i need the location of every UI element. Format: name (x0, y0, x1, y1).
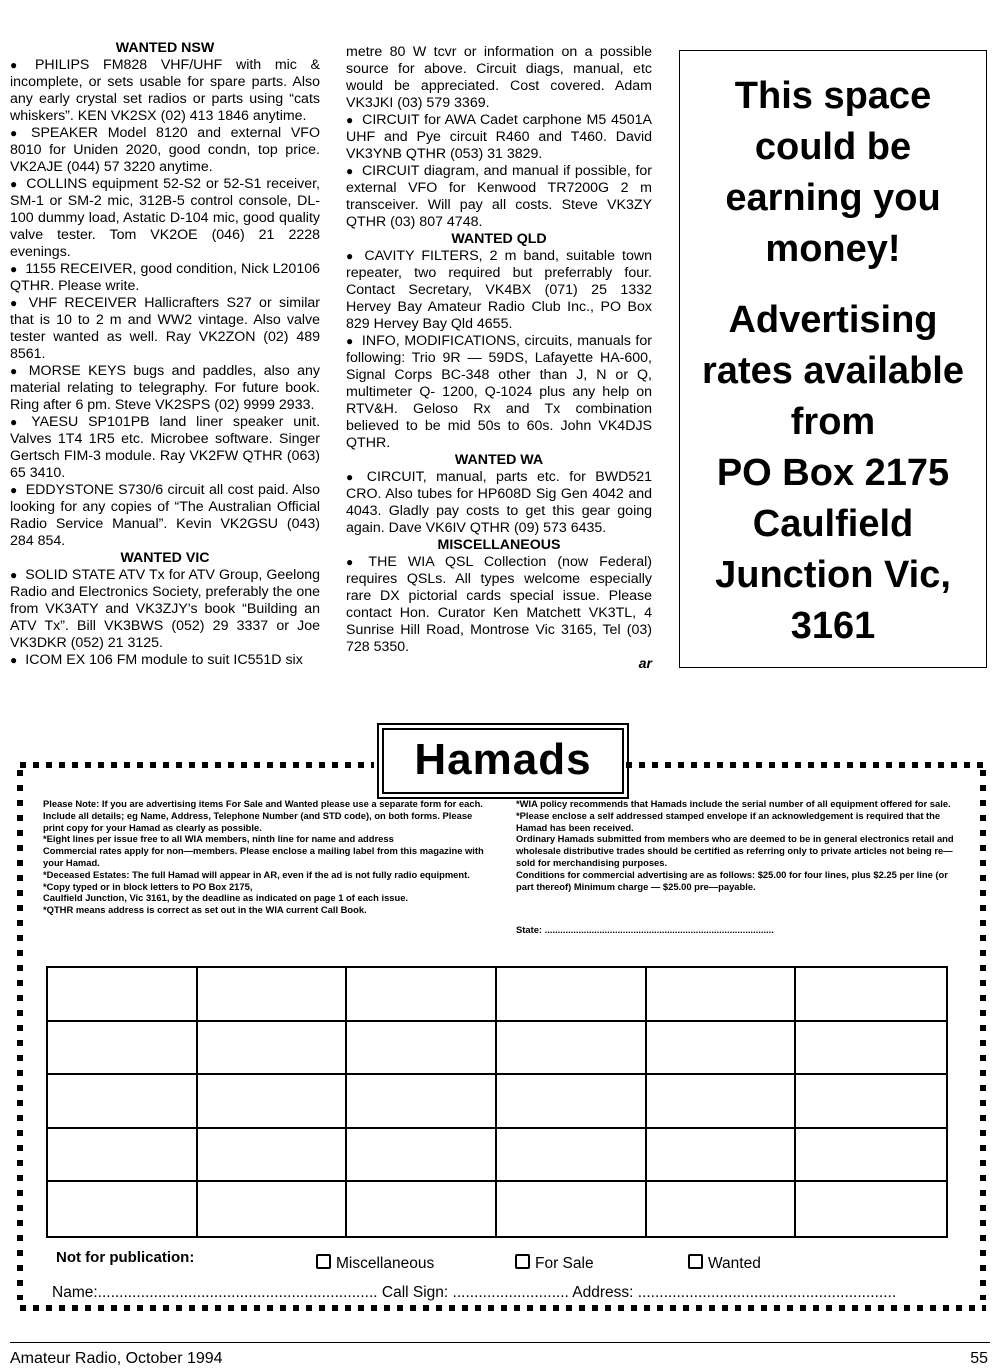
checkbox-icon[interactable] (515, 1254, 530, 1269)
ad-item: ● INFO, MODIFICATIONS, circuits, manuals for following: Trio 9R — 59DS, Lafayette HA-600, Signal Corps BC-348 other than J, N or Q, multimeter Q- 1200, Q-1024 plus any help on RTV&H. Geloso Rx and Tx combination believed to be mid 50s to 60s. John VK4DJS QTHR. (346, 333, 652, 452)
footer-publication: Amateur Radio, October 1994 (10, 1350, 223, 1367)
grid-cell[interactable] (48, 968, 198, 1022)
form-note: Commercial rates apply for non—members. Please enclose a mailing label from this magazine with your Hamad. (43, 845, 484, 868)
grid-cell[interactable] (796, 968, 946, 1022)
ad-line: PO Box 2175 (716, 452, 950, 494)
grid-cell[interactable] (198, 1075, 348, 1129)
dotted-border-left (17, 770, 23, 1300)
ad-line: Advertising (728, 299, 938, 341)
grid-cell[interactable] (796, 1129, 946, 1183)
grid-cell[interactable] (347, 1075, 497, 1129)
grid-cell[interactable] (48, 1022, 198, 1076)
grid-cell[interactable] (647, 1022, 797, 1076)
ad-item: ● THE WIA QSL Collection (now Federal) requires QSLs. All types welcome especially rare DX pictorial cards special issue. Please contact Hon. Curator Ken Matchett VK3TL, 4 Sunrise Hill Road, Montrose Vic 3165, Tel (03) 728 5350. (346, 554, 652, 656)
grid-cell[interactable] (497, 1022, 647, 1076)
form-note: *Copy typed or in block letters to PO Box 2175, (43, 880, 253, 892)
not-for-publication-label: Not for publication: (56, 1249, 195, 1266)
ad-line: Caulfield (752, 503, 914, 545)
form-notes-left (43, 798, 493, 916)
grid-cell[interactable] (796, 1075, 946, 1129)
grid-cell[interactable] (347, 1182, 497, 1236)
call-sign-field[interactable]: Call Sign: ........................... (381, 1284, 569, 1301)
advertising-box (679, 50, 987, 668)
option-label: Wanted (708, 1255, 761, 1272)
grid-cell[interactable] (796, 1182, 946, 1236)
form-note: Ordinary Hamads submitted from members who are deemed to be in general electronics retail and wholesale distributive trades should be certified as referring only to private articles not being re—sold for merchandising purposes. (516, 833, 954, 868)
dotted-border-top-left (20, 762, 374, 768)
ad-item: ● MORSE KEYS bugs and paddles, also any material relating to telegraphy. For future book. Ring after 6 pm. Steve VK2SPS (02) 9999 2933. (10, 363, 320, 414)
ad-item: ● VHF RECEIVER Hallicrafters S27 or similar that is 10 to 2 m and WW2 vintage. Also valve tester wanted as well. Ray VK2ZON (02) 489 8561. (10, 295, 320, 363)
ad-line: This space (734, 75, 932, 117)
dotted-border-right (980, 770, 986, 1300)
grid-cell[interactable] (647, 1182, 797, 1236)
dotted-border-top-right (626, 762, 986, 768)
ad-line: earning you (725, 177, 941, 219)
ad-gap (680, 275, 986, 295)
option-wanted[interactable] (688, 1254, 761, 1273)
ad-item: ● PHILIPS FM828 VHF/UHF with mic & incomplete, or sets usable for spare parts. Also any early crystal set radios or parts using “cats whiskers”. KEN VK2SX (02) 413 1846 anytime. (10, 57, 320, 125)
grid-cell[interactable] (48, 1182, 198, 1236)
ad-line: 3161 (790, 605, 876, 647)
ad-item: ● SPEAKER Model 8120 and external VFO 8010 for Uniden 2020, good condn, top price. VK2AJE (044) 57 3220 anytime. (10, 125, 320, 176)
form-note: *Eight lines per issue free to all WIA members, ninth line for name and address (43, 833, 394, 845)
state-field[interactable]: State: ........................................................................................ (516, 924, 774, 936)
ad-item: ● CIRCUIT for AWA Cadet carphone M5 4501A UHF and Pye circuit R460 and T460. David VK3YNB QTHR (053) 31 3829. (346, 112, 652, 163)
form-notes-right (516, 798, 966, 936)
grid-cell[interactable] (497, 1129, 647, 1183)
ad-line: could be (754, 126, 912, 168)
ad-item: ● 1155 RECEIVER, good condition, Nick L20106 QTHR. Please write. (10, 261, 320, 295)
option-for-sale[interactable] (515, 1254, 594, 1273)
grid-cell[interactable] (198, 1129, 348, 1183)
section-heading-vic: WANTED VIC (120, 550, 210, 566)
ad-item: ● COLLINS equipment 52-S2 or 52-S1 receiver, SM-1 or SM-2 mic, 312B-5 control console, DL-100 dummy load, Astatic D-104 mic, good quality valve tester. Tom VK2OE (046) 21 2228 evenings. (10, 176, 320, 261)
ad-item: ● CIRCUIT diagram, and manual if possible, for external VFO for Kenwood TR7200G 2 m transceiver. Will pay all costs. Steve VK3ZY QTHR (03) 807 4748. (346, 163, 652, 231)
grid-cell[interactable] (497, 1182, 647, 1236)
footer-rule (10, 1342, 990, 1343)
grid-cell[interactable] (347, 1022, 497, 1076)
address-field[interactable]: Address: ............................................................ (572, 1284, 897, 1301)
ad-item-continued: metre 80 W tcvr or information on a possible source for above. Circuit diags, manual, etc would be appreciated. Cost covered. Adam VK3JKI (03) 579 3369. (346, 44, 652, 111)
form-note: *Please enclose a self addressed stamped envelope if an acknowledgement is required that the Hamad has been received. (516, 809, 941, 833)
grid-cell[interactable] (347, 968, 497, 1022)
grid-cell[interactable] (198, 1182, 348, 1236)
ad-item: ● ICOM EX 106 FM module to suit IC551D six (10, 652, 320, 669)
end-mark-row (346, 656, 652, 673)
option-miscellaneous[interactable] (316, 1254, 434, 1273)
ad-item: ● EDDYSTONE S730/6 circuit all cost paid. Also looking for any copies of “The Australian Official Radio Service Manual”. Kevin VK2GSU (043) 284 854. (10, 482, 320, 550)
classifieds-column-2 (346, 44, 652, 673)
contact-fields (52, 1284, 896, 1302)
grid-cell[interactable] (497, 1075, 647, 1129)
name-field[interactable]: Name:................................................................. (52, 1284, 378, 1301)
option-label: Miscellaneous (336, 1255, 435, 1272)
ad-line: from (790, 401, 876, 443)
grid-cell[interactable] (347, 1129, 497, 1183)
grid-cell[interactable] (48, 1129, 198, 1183)
form-note: *Deceased Estates: The full Hamad will appear in AR, even if the ad is not fully radio equipment. (43, 868, 470, 880)
grid-cell[interactable] (48, 1075, 198, 1129)
grid-cell[interactable] (198, 968, 348, 1022)
section-heading-misc: MISCELLANEOUS (437, 537, 561, 553)
ad-item: ● YAESU SP101PB land liner speaker unit. Valves 1T4 1R5 etc. Microbee software. Singer Gertsch FIM-3 module. Ray VK2FW QTHR (063) 65 3410. (10, 414, 320, 482)
form-note: Please Note: If you are advertising items For Sale and Wanted please use a separate form for each. Include all details; eg Name, Address, Telephone Number (and STD code), on both forms. Please print copy for your Hamad as clearly as possible. (43, 798, 483, 833)
section-heading-nsw: WANTED NSW (115, 40, 215, 56)
form-note: Caulfield Junction, Vic 3161, by the deadline as indicated on page 1 of each issue. (43, 892, 409, 904)
section-heading-wa: WANTED WA (454, 452, 544, 468)
grid-cell[interactable] (647, 968, 797, 1022)
form-note: Conditions for commercial advertising are as follows: $25.00 for four lines, plus $2.25 per line (or part thereof) Minimum charge — $25.00 pre—payable. (516, 868, 948, 892)
ad-item: ● CIRCUIT, manual, parts etc. for BWD521 CRO. Also tubes for HP608D Sig Gen 4042 and 4043. Gladly pay costs to get this gear going again. Dave VK6IV QTHR (09) 573 6435. (346, 469, 652, 537)
end-mark: ar (638, 656, 652, 672)
checkbox-icon[interactable] (316, 1254, 331, 1269)
grid-cell[interactable] (796, 1022, 946, 1076)
page-number: 55 (970, 1350, 988, 1367)
grid-cell[interactable] (647, 1129, 797, 1183)
ad-line: money! (765, 228, 901, 270)
ad-item: ● CAVITY FILTERS, 2 m band, suitable town repeater, two required but preferrably four. Contact Secretary, VK4BX (071) 25 1332 Hervey Bay Amateur Radio Club Inc., PO Box 829 Hervey Bay Qld 4655. (346, 248, 652, 333)
form-note: *WIA policy recommends that Hamads include the serial number of all equipment offered for sale. (516, 798, 951, 809)
dotted-border-bottom (20, 1305, 986, 1311)
hamads-title: Hamads (382, 728, 624, 794)
hamad-entry-grid[interactable] (46, 966, 948, 1238)
form-note: *QTHR means address is correct as set out in the WIA current Call Book. (43, 904, 367, 916)
grid-cell[interactable] (497, 968, 647, 1022)
section-heading-qld: WANTED QLD (451, 231, 547, 247)
ad-line: Junction Vic, (715, 554, 951, 596)
checkbox-icon[interactable] (688, 1254, 703, 1269)
ad-line: rates available (702, 350, 964, 392)
grid-cell[interactable] (647, 1075, 797, 1129)
classifieds-column-1 (10, 40, 320, 669)
ad-item: ● SOLID STATE ATV Tx for ATV Group, Geelong Radio and Electronics Society, preferably the one from VK3ATY and VK3ZJY's book “Building an ATV Tx”. Bill VK3BWS (052) 29 3337 or Joe VK3DKR (052) 21 3125. (10, 567, 320, 652)
option-label: For Sale (535, 1255, 594, 1272)
grid-cell[interactable] (198, 1022, 348, 1076)
